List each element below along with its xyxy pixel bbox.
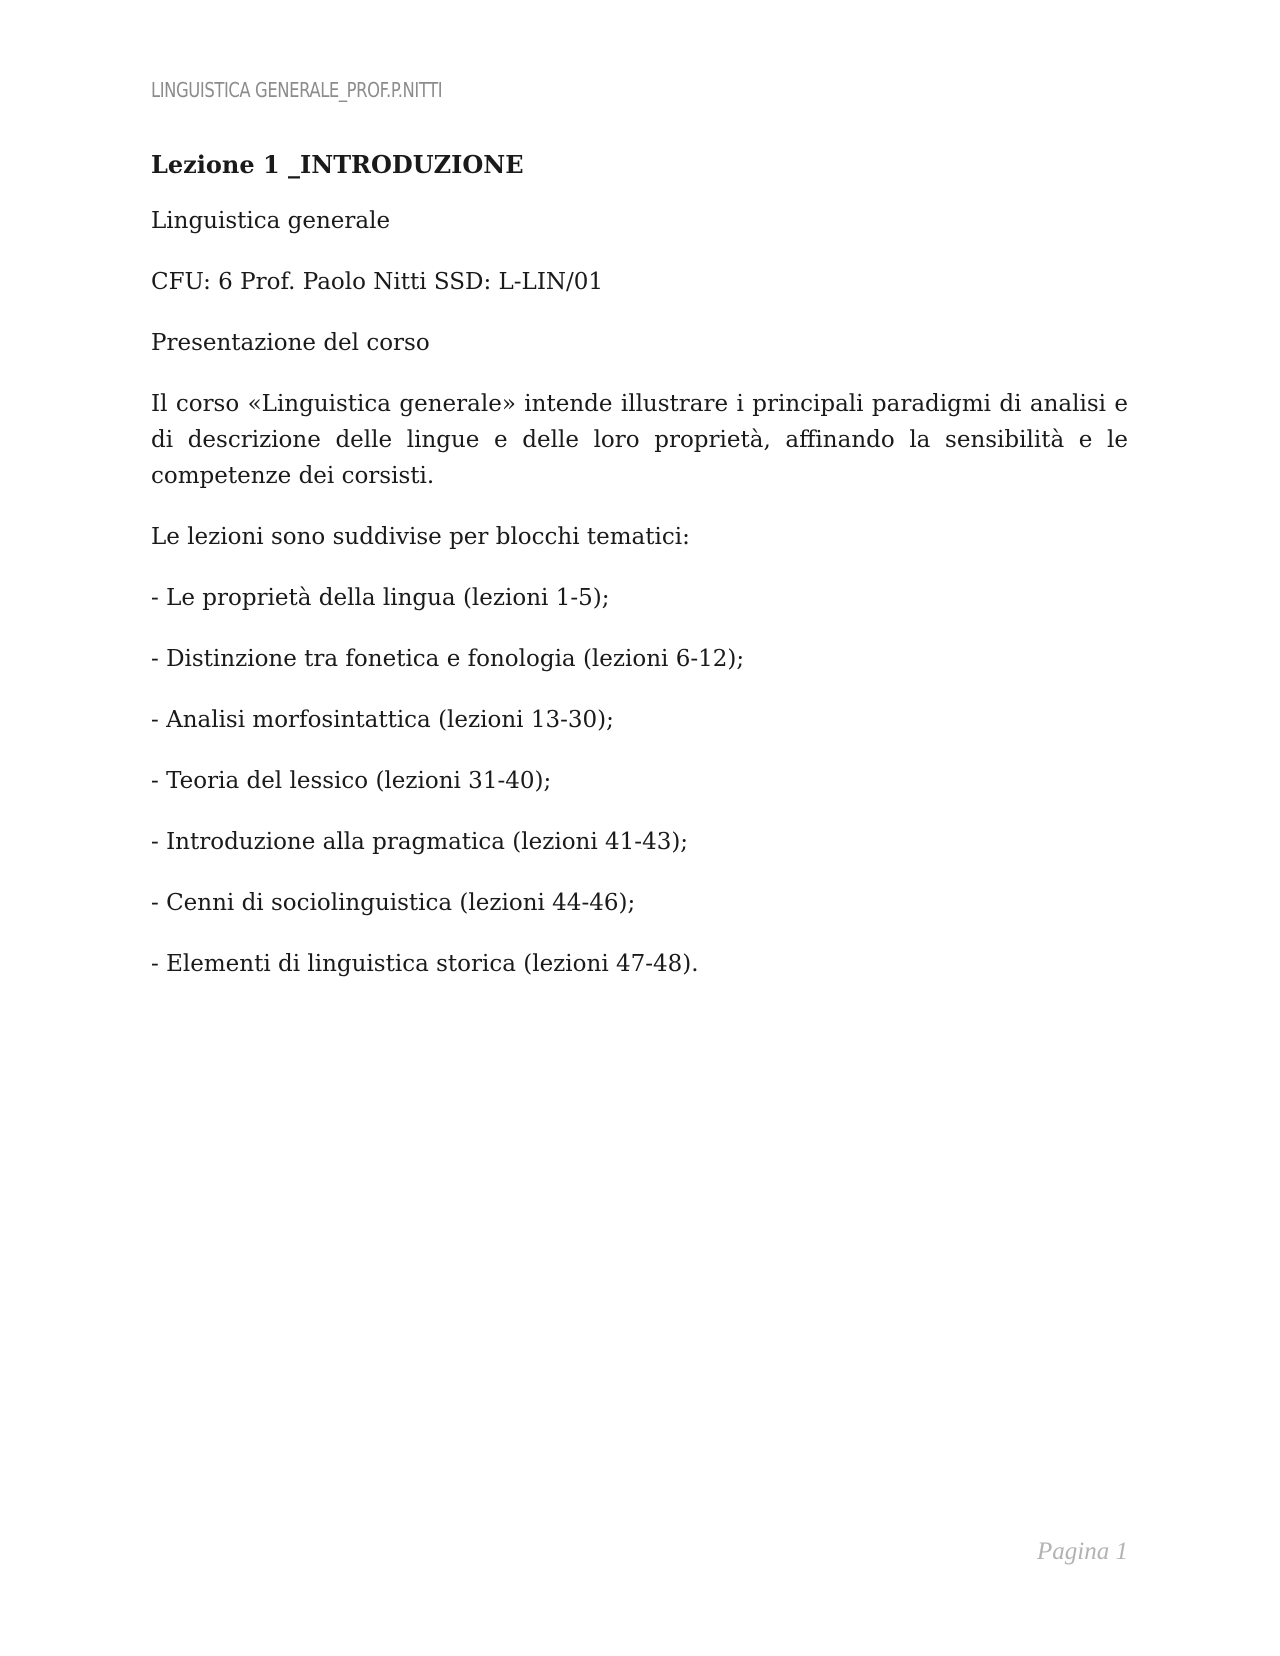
running-header: LINGUISTICA GENERALE_PROF.P.NITTI	[151, 78, 443, 102]
list-item: - Le proprietà della lingua (lezioni 1-5);	[151, 585, 610, 611]
list-intro: Le lezioni sono suddivise per blocchi tematici:	[151, 524, 690, 550]
subject-line: Linguistica generale	[151, 208, 391, 234]
list-item: - Distinzione tra fonetica e fonologia (lezioni 6-12);	[151, 646, 745, 672]
document-body	[151, 147, 1128, 1007]
lesson-title: Lezione 1 _INTRODUZIONE	[151, 150, 524, 179]
list-item: - Elementi di linguistica storica (lezioni 47-48).	[151, 951, 699, 977]
list-item: - Introduzione alla pragmatica (lezioni 41-43);	[151, 829, 689, 855]
page-number: Pagina 1	[1037, 1538, 1128, 1565]
section-heading: Presentazione del corso	[151, 330, 430, 356]
list-item: - Analisi morfosintattica (lezioni 13-30);	[151, 707, 614, 733]
list-item: - Cenni di sociolinguistica (lezioni 44-46);	[151, 890, 636, 916]
intro-paragraph: Il corso «Linguistica generale» intende illustrare i principali paradigmi di analisi e di descrizione delle lingue e delle loro proprietà, affinando la sensibilità e le competenze dei corsisti.	[151, 391, 1128, 489]
list-item: - Teoria del lessico (lezioni 31-40);	[151, 768, 552, 794]
course-info: CFU: 6 Prof. Paolo Nitti SSD: L-LIN/01	[151, 269, 604, 295]
